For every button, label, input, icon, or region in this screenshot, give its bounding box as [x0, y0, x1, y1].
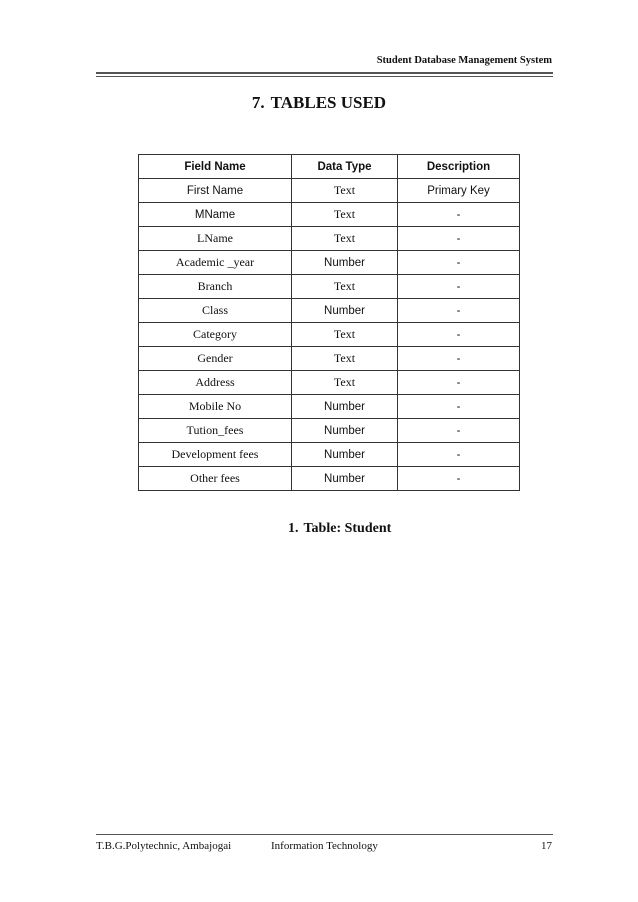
- description-cell: -: [398, 203, 520, 227]
- data-type-cell: Text: [292, 347, 398, 371]
- table-row: [139, 179, 520, 203]
- description-cell: -: [398, 275, 520, 299]
- table-caption: [288, 521, 391, 537]
- field-name-cell: LName: [139, 227, 292, 251]
- field-name-cell: First Name: [139, 179, 292, 203]
- data-type-cell: Number: [292, 395, 398, 419]
- data-type-cell: Number: [292, 251, 398, 275]
- data-type-cell: Text: [292, 179, 398, 203]
- data-type-cell: Number: [292, 443, 398, 467]
- data-type-cell: Number: [292, 419, 398, 443]
- description-cell: -: [398, 347, 520, 371]
- table-header-row: [139, 155, 520, 179]
- section-number: 7.: [251, 93, 265, 112]
- student-fields-table: [138, 154, 520, 491]
- footer-page-number: 17: [541, 840, 552, 852]
- description-cell: -: [398, 443, 520, 467]
- section-heading: [0, 93, 638, 113]
- column-header-field-name: Field Name: [139, 155, 292, 179]
- field-name-cell: Class: [139, 299, 292, 323]
- table-row: [139, 371, 520, 395]
- data-type-cell: Number: [292, 299, 398, 323]
- table-row: [139, 443, 520, 467]
- data-type-cell: Text: [292, 203, 398, 227]
- field-name-cell: Development fees: [139, 443, 292, 467]
- field-name-cell: Other fees: [139, 467, 292, 491]
- column-header-data-type: Data Type: [292, 155, 398, 179]
- field-name-cell: Branch: [139, 275, 292, 299]
- field-name-cell: Gender: [139, 347, 292, 371]
- description-cell: Primary Key: [398, 179, 520, 203]
- table-row: [139, 299, 520, 323]
- description-cell: -: [398, 323, 520, 347]
- description-cell: -: [398, 395, 520, 419]
- table-row: [139, 251, 520, 275]
- description-cell: -: [398, 467, 520, 491]
- field-name-cell: Academic _year: [139, 251, 292, 275]
- description-cell: -: [398, 419, 520, 443]
- description-cell: -: [398, 251, 520, 275]
- field-name-cell: MName: [139, 203, 292, 227]
- field-name-cell: Address: [139, 371, 292, 395]
- header-rule-thin: [96, 76, 553, 77]
- table-row: [139, 275, 520, 299]
- table-row: [139, 467, 520, 491]
- field-name-cell: Category: [139, 323, 292, 347]
- data-type-cell: Text: [292, 275, 398, 299]
- data-type-cell: Text: [292, 371, 398, 395]
- description-cell: -: [398, 299, 520, 323]
- table-row: [139, 203, 520, 227]
- description-cell: -: [398, 371, 520, 395]
- header-rule-thick: [96, 72, 553, 74]
- running-header: Student Database Management System: [376, 55, 552, 66]
- table-row: [139, 323, 520, 347]
- table-body: [139, 179, 520, 491]
- column-header-description: Description: [398, 155, 520, 179]
- data-type-cell: Text: [292, 323, 398, 347]
- field-name-cell: Tution_fees: [139, 419, 292, 443]
- table-row: [139, 347, 520, 371]
- section-title-text: TABLES USED: [270, 93, 387, 112]
- data-type-cell: Text: [292, 227, 398, 251]
- data-type-cell: Number: [292, 467, 398, 491]
- field-name-cell: Mobile No: [139, 395, 292, 419]
- footer-department: Information Technology: [271, 840, 378, 852]
- caption-number: 1.: [288, 521, 299, 536]
- table-row: [139, 419, 520, 443]
- footer-institution: T.B.G.Polytechnic, Ambajogai: [96, 840, 232, 852]
- description-cell: -: [398, 227, 520, 251]
- table-row: [139, 395, 520, 419]
- footer-rule: [96, 834, 553, 835]
- table-row: [139, 227, 520, 251]
- caption-text: Table: Student: [303, 521, 392, 536]
